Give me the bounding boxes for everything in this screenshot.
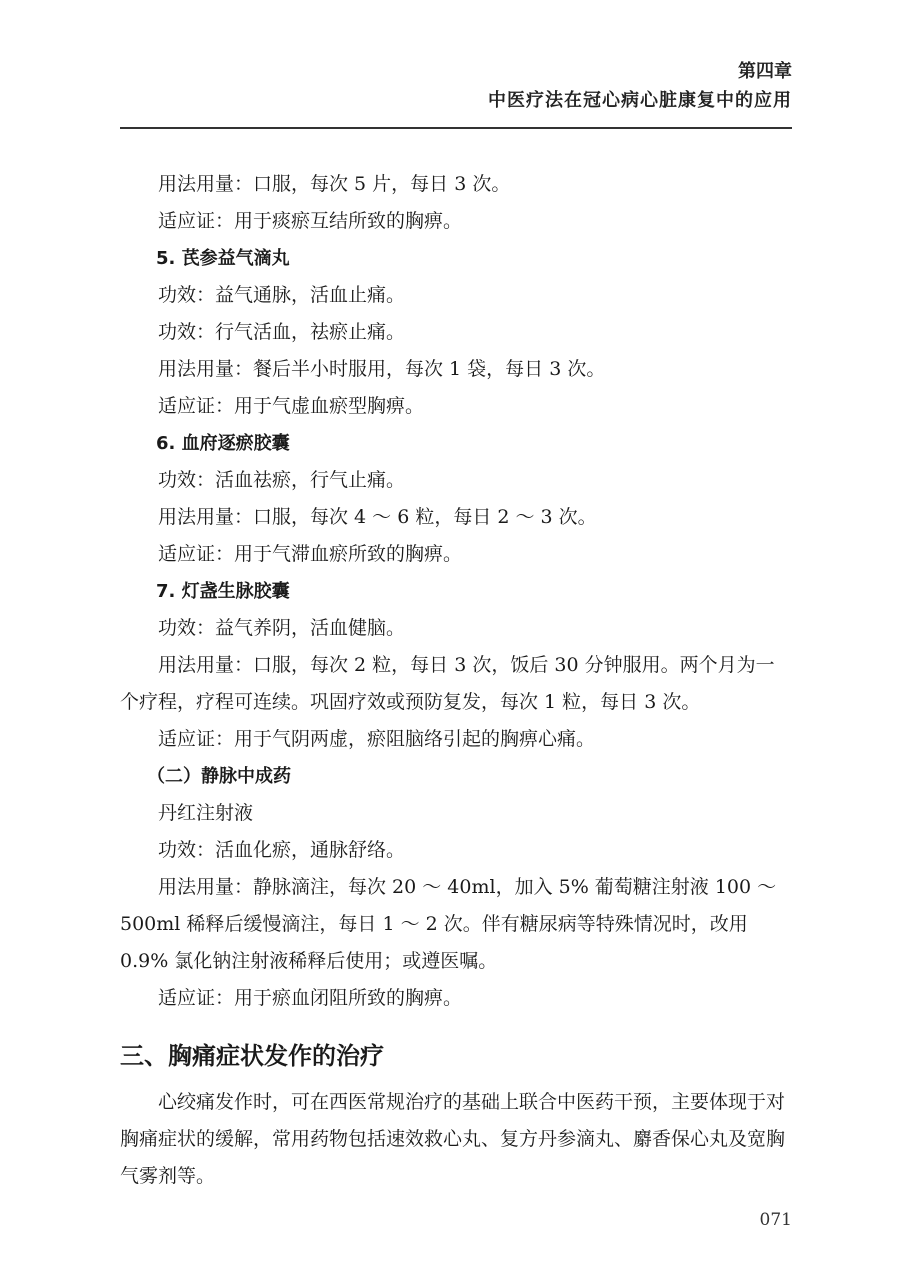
body-paragraph: 用法用量：餐后半小时服用，每次 1 袋，每日 3 次。 <box>158 358 606 380</box>
body-paragraph: 用法用量：口服，每次 2 粒，每日 3 次，饭后 30 分钟服用。两个月为一个疗程，疗程可连续。巩固疗效或预防复发，每次 1 粒，每日 3 次。 <box>120 654 775 713</box>
body-paragraph: 适应证：用于瘀血闭阻所致的胸痹。 <box>158 987 463 1009</box>
item-heading: 6. 血府逐瘀胶囊 <box>156 433 290 454</box>
body-paragraph: 适应证：用于痰瘀互结所致的胸痹。 <box>158 210 463 232</box>
body-paragraph: 功效：活血化瘀，通脉舒络。 <box>158 839 406 861</box>
page-number: 071 <box>759 1210 792 1230</box>
running-head <box>488 58 792 116</box>
body-paragraph: 适应证：用于气滞血瘀所致的胸痹。 <box>158 543 463 565</box>
body-paragraph: 用法用量：口服，每次 4 ～ 6 粒，每日 2 ～ 3 次。 <box>158 506 597 528</box>
body-paragraph: 适应证：用于气虚血瘀型胸痹。 <box>158 395 425 417</box>
item-heading: 5. 芪参益气滴丸 <box>156 248 290 269</box>
body-paragraph: 丹红注射液 <box>158 802 254 824</box>
body-paragraph: 心绞痛发作时，可在西医常规治疗的基础上联合中医药干预，主要体现于对胸痛症状的缓解，常用药物包括速效救心丸、复方丹参滴丸、麝香保心丸及宽胸气雾剂等。 <box>120 1091 786 1187</box>
chapter-title: 中医疗法在冠心病心脏康复中的应用 <box>488 90 792 111</box>
header-rule <box>120 127 792 129</box>
page-body <box>120 166 792 1195</box>
section-title: 三、胸痛症状发作的治疗 <box>120 1042 384 1070</box>
body-paragraph: 功效：行气活血，祛瘀止痛。 <box>158 321 406 343</box>
body-paragraph: 功效：益气通脉，活血止痛。 <box>158 284 406 306</box>
subsection-heading: （二）静脉中成药 <box>147 766 291 787</box>
body-paragraph: 功效：益气养阴，活血健脑。 <box>158 617 406 639</box>
body-paragraph: 适应证：用于气阴两虚，瘀阻脑络引起的胸痹心痛。 <box>158 728 596 750</box>
item-heading: 7. 灯盏生脉胶囊 <box>156 581 290 602</box>
body-paragraph: 功效：活血祛瘀，行气止痛。 <box>158 469 406 491</box>
body-paragraph: 用法用量：静脉滴注，每次 20 ～ 40ml，加入 5% 葡萄糖注射液 100 ～ 500ml 稀释后缓慢滴注，每日 1 ～ 2 次。伴有糖尿病等特殊情况时，改用 0.9% 氯化钠注射液稀释后使用；或遵医嘱。 <box>120 876 777 972</box>
chapter-label: 第四章 <box>738 61 792 82</box>
body-paragraph: 用法用量：口服，每次 5 片，每日 3 次。 <box>158 173 511 195</box>
